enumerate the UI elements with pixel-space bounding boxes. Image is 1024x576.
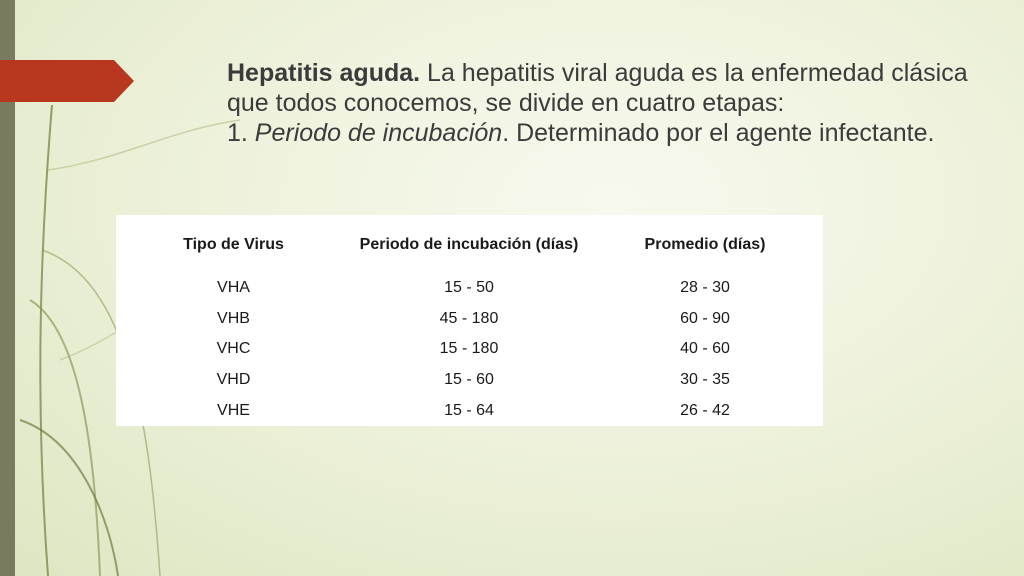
- step-number: 1.: [227, 119, 255, 147]
- intro-paragraph: [227, 58, 987, 118]
- step-title: Periodo de incubación: [254, 119, 503, 147]
- slide-body-text: [227, 58, 987, 148]
- cell-virus: VHD: [216, 371, 251, 389]
- arrow-tab-accent: [0, 60, 134, 102]
- cell-average: 60 - 90: [680, 309, 730, 327]
- step-paragraph: [227, 118, 987, 148]
- heading-rest: La hepatitis viral aguda es la enfermedad clásica que todos conocemos, se divide en cuatro etapas:: [227, 59, 968, 117]
- step-rest: . Determinado por el agente infectante.: [502, 119, 935, 147]
- cell-period: 15 - 180: [439, 340, 499, 358]
- table-row: [116, 273, 823, 304]
- cell-period: 15 - 60: [444, 371, 494, 389]
- header-incubation-period: Periodo de incubación (días): [359, 235, 579, 253]
- cell-virus: VHC: [216, 340, 251, 358]
- table-row: [116, 304, 823, 335]
- table-row: [116, 395, 823, 426]
- heading-bold: Hepatitis aguda.: [227, 59, 421, 87]
- table-row: [116, 365, 823, 396]
- cell-average: 28 - 30: [680, 279, 730, 297]
- cell-average: 40 - 60: [680, 340, 730, 358]
- header-average: Promedio (días): [644, 235, 766, 253]
- cell-virus: VHE: [217, 401, 250, 419]
- header-virus-type: Tipo de Virus: [183, 235, 284, 253]
- cell-average: 26 - 42: [680, 401, 730, 419]
- cell-period: 45 - 180: [439, 309, 499, 327]
- cell-period: 15 - 50: [444, 279, 494, 297]
- cell-virus: VHB: [217, 309, 250, 327]
- incubation-table-container: [116, 215, 823, 426]
- cell-average: 30 - 35: [680, 371, 730, 389]
- incubation-table: [116, 215, 823, 426]
- table-row: [116, 334, 823, 365]
- cell-virus: VHA: [217, 279, 250, 297]
- cell-period: 15 - 64: [444, 401, 494, 419]
- table-header-row: [116, 215, 823, 273]
